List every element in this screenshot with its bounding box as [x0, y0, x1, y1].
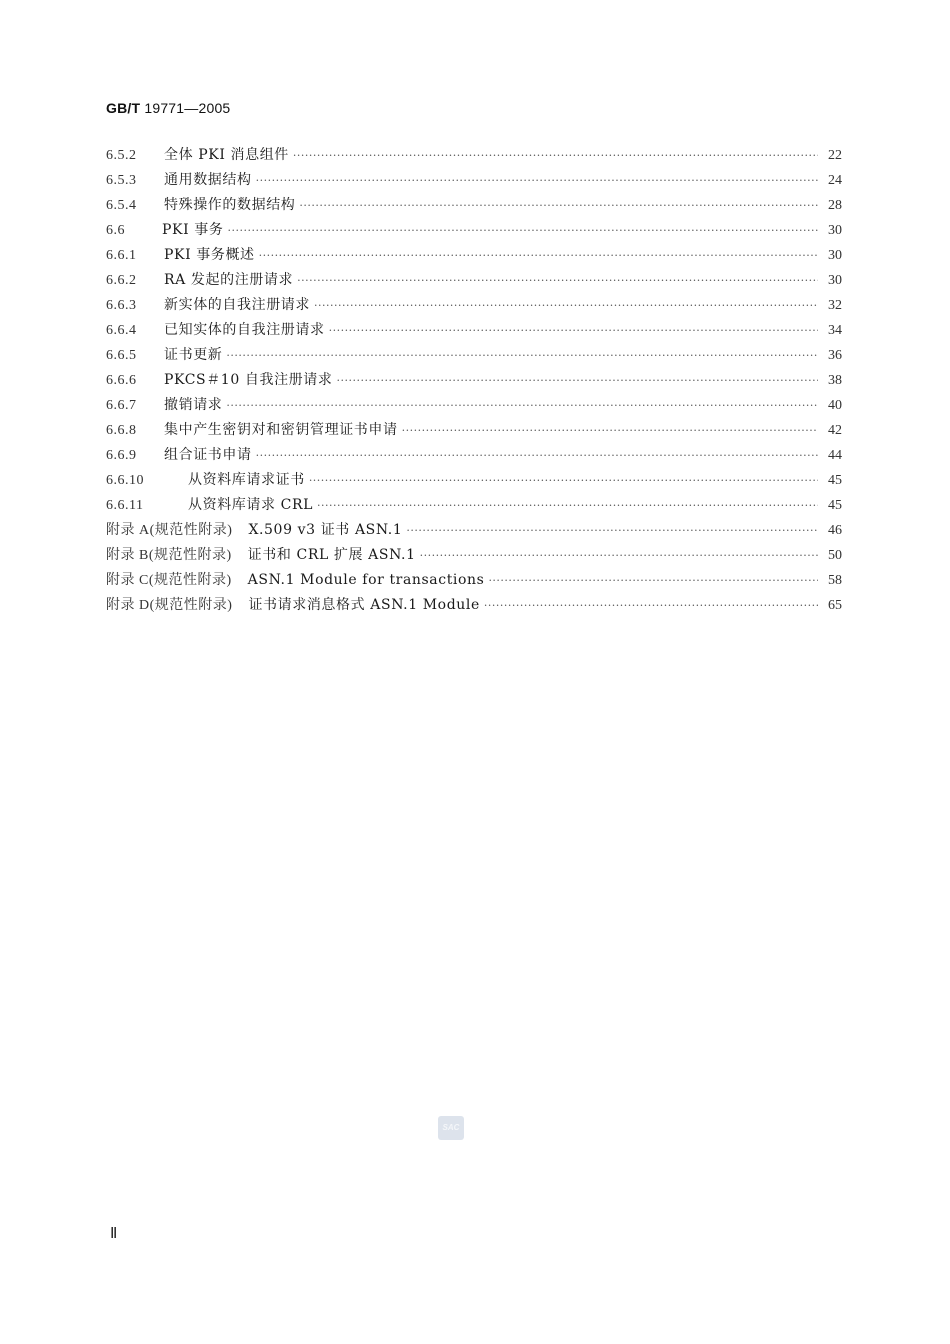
- toc-entry[interactable]: [106, 568, 842, 593]
- toc-entry-title: X.509 v3 证书 ASN.1: [248, 522, 403, 538]
- toc-leader-dots: [406, 518, 818, 543]
- page-number: Ⅱ: [110, 1226, 118, 1242]
- sac-watermark-logo: [438, 1116, 464, 1140]
- toc-leader-dots: [484, 593, 818, 618]
- toc-entry-title: 组合证书申请: [164, 447, 252, 463]
- toc-leader-dots: [317, 493, 818, 518]
- toc-entry-page: 28: [828, 198, 842, 213]
- toc-entry-page: 40: [828, 398, 842, 413]
- toc-entry[interactable]: [106, 343, 842, 368]
- toc-entry-title: PKCS＃10 自我注册请求: [164, 372, 333, 388]
- toc-entry[interactable]: [106, 418, 842, 443]
- toc-entry-number: 6.6: [106, 223, 125, 238]
- toc-entry[interactable]: [106, 468, 842, 493]
- toc-entry-title: 通用数据结构: [164, 172, 252, 188]
- toc-leader-dots: [259, 243, 818, 268]
- toc-entry-number: 附录 B(规范性附录): [106, 548, 232, 563]
- toc-entry[interactable]: [106, 593, 842, 618]
- toc-entry-title: ASN.1 Module for transactions: [247, 572, 485, 588]
- toc-entry-page: 34: [828, 323, 842, 338]
- toc-entry-number: 附录 C(规范性附录): [106, 573, 232, 588]
- toc-entry-page: 58: [828, 573, 842, 588]
- toc-entry-number: 附录 A(规范性附录): [106, 523, 233, 538]
- toc-entry-number: 6.5.2: [106, 148, 137, 163]
- toc-entry-page: 42: [828, 423, 842, 438]
- toc-leader-dots: [309, 468, 818, 493]
- toc-entry-page: 50: [828, 548, 842, 563]
- toc-entry-page: 45: [828, 498, 842, 513]
- toc-entry-page: 46: [828, 523, 842, 538]
- standard-number: 19771—2005: [144, 100, 231, 116]
- toc-entry-number: 6.6.8: [106, 423, 137, 438]
- toc-entry-page: 22: [828, 148, 842, 163]
- toc-entry-page: 65: [828, 598, 842, 613]
- toc-entry-number: 6.6.6: [106, 373, 137, 388]
- toc-entry[interactable]: [106, 393, 842, 418]
- toc-leader-dots: [226, 343, 818, 368]
- toc-entry-page: 30: [828, 273, 842, 288]
- toc-entry-page: 30: [828, 248, 842, 263]
- toc-entry-number: 6.6.2: [106, 273, 137, 288]
- toc-leader-dots: [297, 268, 818, 293]
- toc-leader-dots: [402, 418, 818, 443]
- table-of-contents: [106, 143, 842, 618]
- toc-leader-dots: [256, 443, 818, 468]
- toc-entry-title: 已知实体的自我注册请求: [164, 322, 325, 338]
- toc-entry[interactable]: [106, 268, 842, 293]
- toc-entry[interactable]: [106, 493, 842, 518]
- toc-entry-page: 38: [828, 373, 842, 388]
- toc-entry-title: 从资料库请求证书: [188, 472, 305, 488]
- toc-entry[interactable]: [106, 168, 842, 193]
- toc-entry-number: 6.6.10: [106, 473, 144, 488]
- toc-entry-number: 6.6.5: [106, 348, 137, 363]
- toc-leader-dots: [329, 318, 818, 343]
- toc-entry-number: 6.6.3: [106, 298, 137, 313]
- toc-entry-title: 集中产生密钥对和密钥管理证书申请: [164, 422, 398, 438]
- toc-entry-title: 全体 PKI 消息组件: [164, 147, 289, 163]
- toc-entry-number: 6.6.9: [106, 448, 137, 463]
- toc-leader-dots: [314, 293, 818, 318]
- toc-leader-dots: [227, 218, 818, 243]
- standard-code: GB/T: [106, 100, 141, 116]
- toc-leader-dots: [420, 543, 818, 568]
- toc-entry-title: 证书请求消息格式 ASN.1 Module: [248, 597, 480, 613]
- toc-entry[interactable]: [106, 143, 842, 168]
- toc-entry-title: 新实体的自我注册请求: [164, 297, 310, 313]
- toc-entry-title: RA 发起的注册请求: [164, 272, 294, 288]
- toc-entry-page: 24: [828, 173, 842, 188]
- toc-entry-number: 6.6.1: [106, 248, 137, 263]
- toc-entry[interactable]: [106, 193, 842, 218]
- toc-leader-dots: [336, 368, 818, 393]
- toc-entry-page: 32: [828, 298, 842, 313]
- toc-entry-number: 6.6.7: [106, 398, 137, 413]
- toc-leader-dots: [226, 393, 818, 418]
- toc-entry[interactable]: [106, 218, 842, 243]
- toc-entry[interactable]: [106, 518, 842, 543]
- toc-entry-page: 30: [828, 223, 842, 238]
- toc-entry-number: 附录 D(规范性附录): [106, 598, 233, 613]
- toc-entry-page: 45: [828, 473, 842, 488]
- toc-entry[interactable]: [106, 443, 842, 468]
- toc-leader-dots: [293, 143, 818, 168]
- toc-entry-number: 6.6.4: [106, 323, 137, 338]
- toc-leader-dots: [488, 568, 818, 593]
- toc-entry[interactable]: [106, 318, 842, 343]
- toc-leader-dots: [299, 193, 818, 218]
- toc-entry-title: PKI 事务: [162, 222, 224, 238]
- toc-leader-dots: [256, 168, 818, 193]
- toc-entry[interactable]: [106, 293, 842, 318]
- toc-entry[interactable]: [106, 543, 842, 568]
- toc-entry-title: 特殊操作的数据结构: [164, 197, 296, 213]
- document-header: [106, 100, 230, 116]
- toc-entry[interactable]: [106, 368, 842, 393]
- toc-entry-title: 撤销请求: [164, 397, 223, 413]
- toc-entry-title: 证书和 CRL 扩展 ASN.1: [247, 547, 416, 563]
- toc-entry-title: 从资料库请求 CRL: [188, 497, 313, 513]
- toc-entry-number: 6.6.11: [106, 498, 144, 513]
- toc-entry[interactable]: [106, 243, 842, 268]
- toc-entry-page: 36: [828, 348, 842, 363]
- watermark-text: SAC: [442, 1123, 460, 1132]
- toc-entry-page: 44: [828, 448, 842, 463]
- toc-entry-title: 证书更新: [164, 347, 223, 363]
- toc-entry-number: 6.5.4: [106, 198, 137, 213]
- toc-entry-number: 6.5.3: [106, 173, 137, 188]
- toc-entry-title: PKI 事务概述: [164, 247, 255, 263]
